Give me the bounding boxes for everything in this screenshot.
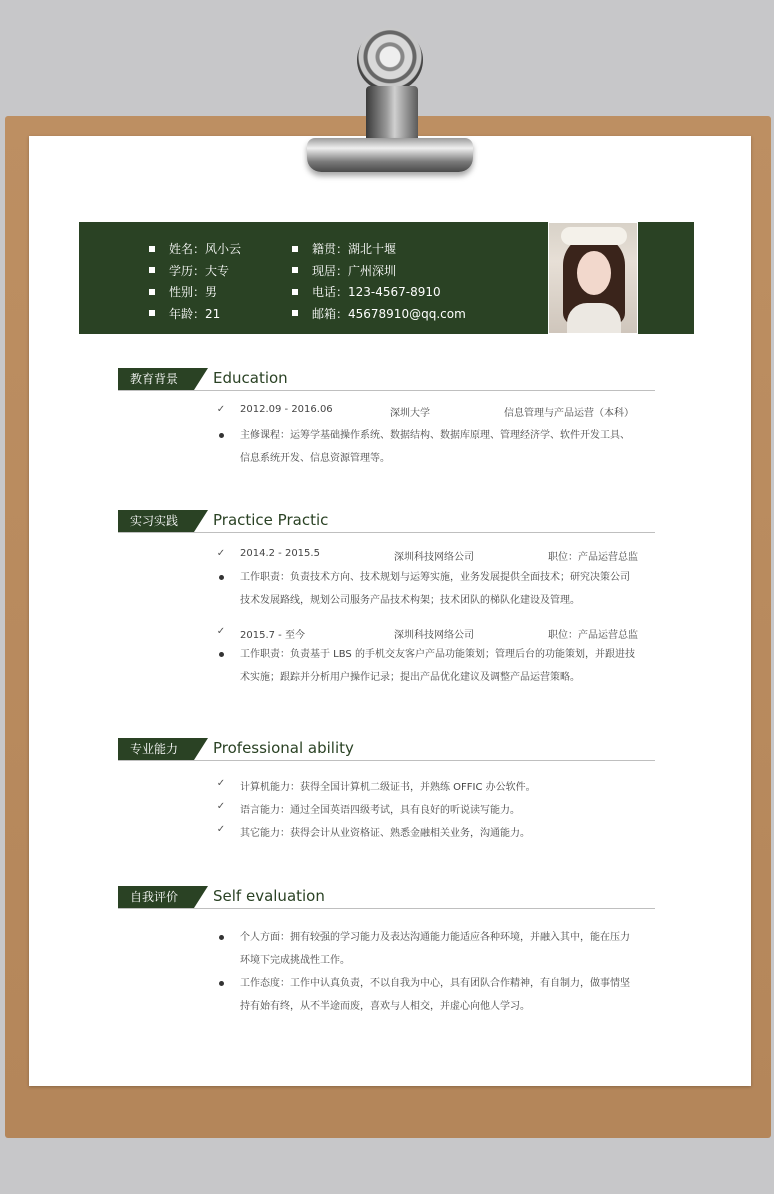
check-icon: ✓	[216, 626, 226, 637]
info-hometown-text: 籍贯：湖北十堰	[312, 242, 397, 256]
info-phone	[292, 282, 466, 304]
square-bullet-icon	[149, 267, 155, 273]
square-bullet-icon	[292, 310, 298, 316]
bullet-icon	[219, 575, 224, 580]
info-residence-text: 现居：广州深圳	[312, 263, 397, 278]
job-position: 职位：产品运营总监	[548, 630, 638, 641]
tag-arrow	[194, 510, 208, 532]
personal-info-right	[292, 239, 466, 325]
evaluation-p2-line-2: 持有始有终，从不半途而废，喜欢与人相交，并虚心向他人学习。	[240, 1001, 530, 1012]
info-residence	[292, 261, 466, 283]
photo-face	[577, 251, 611, 295]
evaluation-title: Self evaluation	[213, 887, 325, 905]
evaluation-tag: 自我评价	[118, 886, 194, 908]
evaluation-p1-line-1: 个人方面：拥有较强的学习能力及表达沟通能力能适应各种环境，并融入其中，能在压力	[240, 932, 630, 943]
practice-title: Practice Practic	[213, 511, 329, 529]
education-school: 深圳大学	[390, 408, 430, 419]
education-major: 信息管理与产品运营（本科）	[504, 408, 634, 419]
bullet-icon	[219, 652, 224, 657]
info-phone-text: 电话：123-4567-8910	[312, 285, 441, 299]
evaluation-p2-line-1: 工作态度：工作中认真负责，不以自我为中心，具有团队合作精神，有自制力，做事情坚	[240, 978, 630, 989]
ability-title: Professional ability	[213, 739, 354, 757]
ability-text: 其它能力：获得会计从业资格证、熟悉金融相关业务，沟通能力。	[240, 828, 530, 839]
tag-arrow	[194, 738, 208, 760]
courses-line-1: 主修课程：运筹学基础操作系统、数据结构、数据库原理、管理经济学、软件开发工具、	[240, 430, 630, 441]
job-company: 深圳科技网络公司	[394, 552, 474, 563]
square-bullet-icon	[149, 289, 155, 295]
square-bullet-icon	[292, 246, 298, 252]
check-icon: ✓	[216, 801, 226, 812]
education-date: 2012.09 - 2016.06	[240, 404, 333, 415]
section-divider	[118, 532, 655, 533]
section-divider	[118, 908, 655, 909]
ability-tag: 专业能力	[118, 738, 194, 760]
bullet-icon	[219, 935, 224, 940]
check-icon: ✓	[216, 824, 226, 835]
square-bullet-icon	[149, 310, 155, 316]
clip-ring-icon	[357, 28, 423, 92]
info-gender-text: 性别：男	[169, 285, 218, 299]
tag-arrow	[194, 886, 208, 908]
check-icon: ✓	[216, 548, 226, 559]
square-bullet-icon	[292, 289, 298, 295]
bullet-icon	[219, 433, 224, 438]
square-bullet-icon	[149, 246, 155, 252]
job-date: 2014.2 - 2015.5	[240, 548, 320, 559]
job-date: 2015.7 - 至今	[240, 630, 305, 641]
education-tag: 教育背景	[118, 368, 194, 390]
job-duty-line-2: 术实施；跟踪并分析用户操作记录；提出产品优化建议及调整产品运营策略。	[240, 672, 580, 683]
info-education	[149, 261, 241, 283]
personal-info-left	[149, 239, 241, 325]
info-email	[292, 304, 466, 326]
courses-line-2: 信息系统开发、信息资源管理等。	[240, 453, 390, 464]
job-duty-line-2: 技术发展路线，规划公司服务产品技术构架；技术团队的梯队化建设及管理。	[240, 595, 580, 606]
bullet-icon	[219, 981, 224, 986]
info-hometown	[292, 239, 466, 261]
job-duty-line-1: 工作职责：负责技术方向、技术规划与运筹实施，业务发展提供全面技术；研究决策公司	[240, 572, 630, 583]
ability-text: 语言能力：通过全国英语四级考试，具有良好的听说读写能力。	[240, 805, 520, 816]
job-position: 职位：产品运营总监	[548, 552, 638, 563]
section-divider	[118, 390, 655, 391]
ability-text: 计算机能力：获得全国计算机二级证书，并熟练 OFFIC 办公软件。	[240, 782, 536, 793]
job-company: 深圳科技网络公司	[394, 630, 474, 641]
info-name-text: 姓名：风小云	[169, 242, 242, 256]
check-icon: ✓	[216, 778, 226, 789]
evaluation-p1-line-2: 环境下完成挑战性工作。	[240, 955, 350, 966]
info-gender	[149, 282, 241, 304]
profile-photo	[548, 222, 638, 334]
practice-tag: 实习实践	[118, 510, 194, 532]
job-duty-line-1: 工作职责：负责基于 LBS 的手机交友客户产品功能策划；管理后台的功能策划，并跟进技	[240, 649, 635, 660]
info-education-text: 学历：大专	[169, 263, 230, 278]
photo-flower-crown	[561, 227, 627, 245]
square-bullet-icon	[292, 267, 298, 273]
info-email-text: 邮箱：45678910@qq.com	[312, 306, 466, 321]
education-title: Education	[213, 369, 288, 387]
clip-base-icon	[307, 138, 473, 172]
section-divider	[118, 760, 655, 761]
tag-arrow	[194, 368, 208, 390]
info-name	[149, 239, 241, 261]
photo-body	[567, 303, 621, 334]
check-icon: ✓	[216, 404, 226, 415]
info-age-text: 年龄：21	[169, 306, 221, 321]
clip-body-icon	[366, 86, 418, 144]
info-age	[149, 304, 241, 326]
